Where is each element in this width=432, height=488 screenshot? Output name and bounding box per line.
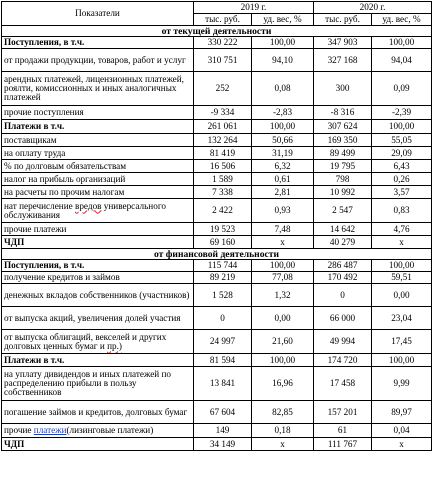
label-part: от выпуска облигаций, векселей и других долговых ценных бумаг и xyxy=(4,331,167,351)
row-label: Платежи в т.ч. xyxy=(2,120,194,134)
misspelled-word: вредов xyxy=(75,200,102,211)
table-row xyxy=(2,147,432,160)
value-2020: 174 720 xyxy=(314,354,372,367)
row-label xyxy=(2,199,194,223)
share-2020: 100,00 xyxy=(372,37,432,49)
share-2019: х xyxy=(252,236,314,249)
table-row xyxy=(2,330,432,354)
unit-share-2019: уд. вес, % xyxy=(252,14,314,26)
table-row xyxy=(2,354,432,367)
value-2020: 286 487 xyxy=(314,260,372,272)
row-label: арендных платежей, лицензионных платежей, роялти, комиссионных и иных аналогичных платежей xyxy=(2,72,194,106)
table-row xyxy=(2,424,432,438)
share-2020: 3,57 xyxy=(372,186,432,199)
table-row xyxy=(2,272,432,284)
unit-amount-2020: тыс. руб. xyxy=(314,14,372,26)
table-row xyxy=(2,120,432,134)
share-2020: 55,05 xyxy=(372,134,432,147)
share-2019: 82,85 xyxy=(252,401,314,424)
table-row xyxy=(2,186,432,199)
row-label: ЧДП xyxy=(2,236,194,249)
share-2019: 0,08 xyxy=(252,72,314,106)
row-label: Поступления, в т.ч. xyxy=(2,260,194,272)
share-2020: -2,39 xyxy=(372,106,432,120)
share-2019: 31,19 xyxy=(252,147,314,160)
value-2020: 111 767 xyxy=(314,438,372,451)
value-2020: 0 xyxy=(314,284,372,307)
value-2019: 67 604 xyxy=(194,401,252,424)
value-2020: 169 350 xyxy=(314,134,372,147)
value-2020: 17 458 xyxy=(314,367,372,401)
row-label: получение кредитов и займов xyxy=(2,272,194,284)
row-label: прочие поступления xyxy=(2,106,194,120)
table-row xyxy=(2,173,432,186)
share-2019: 7,48 xyxy=(252,223,314,236)
value-2020: 347 903 xyxy=(314,37,372,49)
share-2019: 94,10 xyxy=(252,49,314,72)
share-2020: 100,00 xyxy=(372,120,432,134)
share-2020: 6,43 xyxy=(372,160,432,173)
value-2020: 307 624 xyxy=(314,120,372,134)
label-part: универсального обслуживания xyxy=(4,200,166,220)
value-2020: 327 168 xyxy=(314,49,372,72)
table-row xyxy=(2,401,432,424)
cash-flow-table xyxy=(1,1,432,451)
share-2020: 0,04 xyxy=(372,424,432,438)
value-2019: 2 422 xyxy=(194,199,252,223)
section-title: от текущей деятельности xyxy=(2,26,432,37)
share-2020: 0,83 xyxy=(372,199,432,223)
share-2019: 16,96 xyxy=(252,367,314,401)
row-label: поставщикам xyxy=(2,134,194,147)
share-2020: 9,99 xyxy=(372,367,432,401)
value-2019: 149 xyxy=(194,424,252,438)
row-label: погашение займов и кредитов, долговых бумаг xyxy=(2,401,194,424)
header-row-years xyxy=(2,2,432,14)
share-2019: 1,32 xyxy=(252,284,314,307)
value-2020: 19 795 xyxy=(314,160,372,173)
value-2019: 1 589 xyxy=(194,173,252,186)
value-2019: 16 506 xyxy=(194,160,252,173)
value-2020: 66 000 xyxy=(314,307,372,330)
unit-share-2020: уд. вес, % xyxy=(372,14,432,26)
share-2019: 100,00 xyxy=(252,37,314,49)
table-row xyxy=(2,106,432,120)
misspelled-word: пр.) xyxy=(107,340,122,351)
table-row xyxy=(2,236,432,249)
value-2019: 81 419 xyxy=(194,147,252,160)
row-label: прочие платежи xyxy=(2,223,194,236)
value-2020: 798 xyxy=(314,173,372,186)
value-2019: 1 528 xyxy=(194,284,252,307)
share-2020: х xyxy=(372,438,432,451)
row-label xyxy=(2,424,194,438)
value-2019: 69 160 xyxy=(194,236,252,249)
value-2019: 252 xyxy=(194,72,252,106)
row-label: от продажи продукции, товаров, работ и услуг xyxy=(2,49,194,72)
value-2020: -8 316 xyxy=(314,106,372,120)
share-2019: 100,00 xyxy=(252,354,314,367)
row-label: от выпуска акций, увеличения долей участия xyxy=(2,307,194,330)
share-2020: 23,04 xyxy=(372,307,432,330)
value-2019: 19 523 xyxy=(194,223,252,236)
table-row xyxy=(2,134,432,147)
table-row xyxy=(2,284,432,307)
section-header-current xyxy=(2,26,432,37)
value-2019: -9 334 xyxy=(194,106,252,120)
share-2019: 0,61 xyxy=(252,173,314,186)
value-2020: 2 547 xyxy=(314,199,372,223)
value-2019: 310 751 xyxy=(194,49,252,72)
share-2019: 50,66 xyxy=(252,134,314,147)
row-label xyxy=(2,330,194,354)
share-2020: 100,00 xyxy=(372,260,432,272)
share-2019: 0,93 xyxy=(252,199,314,223)
value-2019: 13 841 xyxy=(194,367,252,401)
row-label: Платежи в т.ч. xyxy=(2,354,194,367)
hyperlink-text[interactable]: платежи xyxy=(33,425,67,435)
share-2019: 77,08 xyxy=(252,272,314,284)
share-2020: 0,09 xyxy=(372,72,432,106)
value-2020: 10 992 xyxy=(314,186,372,199)
table-row xyxy=(2,307,432,330)
col-header-indicator: Показатели xyxy=(2,2,194,26)
share-2019: -2,83 xyxy=(252,106,314,120)
value-2020: 49 994 xyxy=(314,330,372,354)
share-2020: х xyxy=(372,236,432,249)
table-row xyxy=(2,160,432,173)
row-label: Поступления, в т.ч. xyxy=(2,37,194,49)
row-label: денежных вкладов собственников (участников) xyxy=(2,284,194,307)
label-part: нат перечисление xyxy=(4,200,75,211)
table-row xyxy=(2,49,432,72)
table-row xyxy=(2,260,432,272)
share-2020: 89,97 xyxy=(372,401,432,424)
unit-amount-2019: тыс. руб. xyxy=(194,14,252,26)
row-label: налог на прибыль организаций xyxy=(2,173,194,186)
section-header-financial xyxy=(2,249,432,260)
share-2019: 6,32 xyxy=(252,160,314,173)
row-label: на оплату труда xyxy=(2,147,194,160)
table-row xyxy=(2,199,432,223)
value-2019: 0 xyxy=(194,307,252,330)
section-title: от финансовой деятельности xyxy=(2,249,432,260)
share-2019: 2,81 xyxy=(252,186,314,199)
col-header-2019: 2019 г. xyxy=(194,2,314,14)
value-2019: 24 997 xyxy=(194,330,252,354)
table-row xyxy=(2,37,432,49)
value-2020: 61 xyxy=(314,424,372,438)
share-2019: 0,18 xyxy=(252,424,314,438)
value-2020: 170 492 xyxy=(314,272,372,284)
share-2020: 29,09 xyxy=(372,147,432,160)
row-label: на уплату дивидендов и иных платежей по распределению прибыли в пользу собственников xyxy=(2,367,194,401)
col-header-2020: 2020 г. xyxy=(314,2,432,14)
share-2020: 0,00 xyxy=(372,284,432,307)
share-2019: 100,00 xyxy=(252,120,314,134)
value-2020: 89 499 xyxy=(314,147,372,160)
share-2020: 59,51 xyxy=(372,272,432,284)
value-2019: 261 061 xyxy=(194,120,252,134)
value-2019: 34 149 xyxy=(194,438,252,451)
row-label: ЧДП xyxy=(2,438,194,451)
share-2020: 4,76 xyxy=(372,223,432,236)
share-2019: 100,00 xyxy=(252,260,314,272)
share-2019: х xyxy=(252,438,314,451)
share-2020: 94,04 xyxy=(372,49,432,72)
label-part: прочие xyxy=(4,425,34,435)
label-part: (лизинговые платежи) xyxy=(66,425,154,435)
table-row xyxy=(2,367,432,401)
value-2020: 40 279 xyxy=(314,236,372,249)
share-2020: 17,45 xyxy=(372,330,432,354)
share-2020: 100,00 xyxy=(372,354,432,367)
value-2019: 7 338 xyxy=(194,186,252,199)
value-2020: 157 201 xyxy=(314,401,372,424)
value-2019: 115 744 xyxy=(194,260,252,272)
value-2019: 330 222 xyxy=(194,37,252,49)
row-label: % по долговым обязательствам xyxy=(2,160,194,173)
row-label: на расчеты по прочим налогам xyxy=(2,186,194,199)
share-2020: 0,26 xyxy=(372,173,432,186)
value-2020: 14 642 xyxy=(314,223,372,236)
table-row xyxy=(2,223,432,236)
value-2019: 81 594 xyxy=(194,354,252,367)
table-row xyxy=(2,72,432,106)
table-row xyxy=(2,438,432,451)
value-2020: 300 xyxy=(314,72,372,106)
share-2019: 21,60 xyxy=(252,330,314,354)
value-2019: 89 219 xyxy=(194,272,252,284)
value-2019: 132 264 xyxy=(194,134,252,147)
share-2019: 0,00 xyxy=(252,307,314,330)
